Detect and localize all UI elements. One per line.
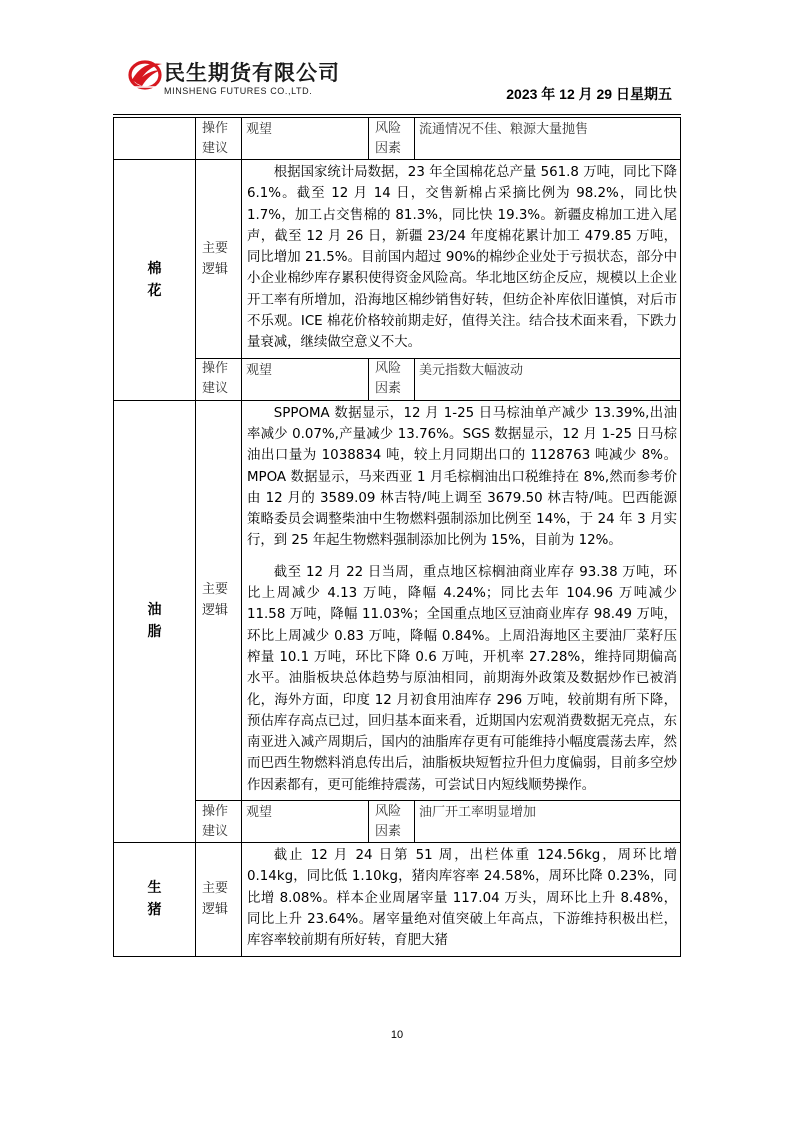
page-number: 10 xyxy=(390,1029,404,1041)
logic-label: 主要逻辑 xyxy=(196,843,242,956)
oils-logic-text xyxy=(242,400,681,800)
cotton-logic-text xyxy=(242,160,681,359)
report-date: 2023 年 12 月 29 日星期五 xyxy=(506,86,672,102)
header-divider xyxy=(113,114,681,115)
oils-logic-paragraph-1: SPPOMA 数据显示，12 月 1-25 日马棕油单产减少 13.39%,出油率减少 0.07%,产量减少 13.76%。SGS 数据显示，12 月 1-25 日马棕油出口量为 1038834 吨，较上月同期出口的 1128763 吨减少 8%。MPOA 数据显示，马来西亚 1 月毛棕榈油出口税维持在 8%,然而参考价由 12 月的 3589.09 林吉特/吨上调至 3679.50 林吉特/吨。巴西能源策略委员会调整柴油中生物燃料强制添加比例至 14%，于 24 年 3 月实行，到 25 年起生物燃料强制添加比例为 15%，目前为 12%。 xyxy=(247,405,677,549)
company-logo xyxy=(128,54,368,104)
prev-operation-row xyxy=(114,118,681,160)
risk-label: 风险因素 xyxy=(369,118,415,160)
hog-category-label: 生猪 xyxy=(147,880,162,919)
oils-logic-row xyxy=(114,400,681,800)
strategy-table xyxy=(113,117,681,957)
cotton-logic-paragraph: 根据国家统计局数据，23 年全国棉花总产量 561.8 万吨，同比下降 6.1%。截至 12 月 14 日，交售新棉占采摘比例为 98.2%，同比快 1.7%，加工占交售棉的 81.3%，同比快 19.3%。新疆皮棉加工进入尾声，截至 12 月 26 日，新疆 23/24 年度棉花累计加工 479.85 万吨，同比增加 21.5%。目前国内超过 90%的棉纱企业处于亏损状态，部分中小企业棉纱库存累积使得资金风险高。华北地区纺企反应，规模以上企业开工率有所增加，沿海地区棉纱销售好转，但纺企补库依旧谨慎，对后市不乐观。ICE 棉花价格较前期走好，值得关注。结合技术面来看，下跌力量衰减，继续做空意义不大。 xyxy=(247,165,677,351)
hog-logic-row xyxy=(114,843,681,956)
operation-label: 操作建议 xyxy=(196,118,242,160)
oils-category xyxy=(114,400,196,842)
operation-label: 操作建议 xyxy=(196,358,242,400)
cotton-logic-row xyxy=(114,160,681,359)
hog-logic-paragraph: 截止 12 月 24 日第 51 周，出栏体重 124.56kg，周环比增 0.14kg，同比低 1.10kg，猪肉库容率 24.58%，周环比降 0.23%，同比增 8.08%。样本企业周屠宰量 117.04 万头，周环比上升 8.48%，同比上升 23.64%。屠宰量绝对值突破上年高点，下游维持积极出栏，库容率较前期有所好转，育肥大猪 xyxy=(247,848,677,949)
operation-value: 观望 xyxy=(242,118,369,160)
logic-label: 主要逻辑 xyxy=(196,160,242,359)
oils-operation-row xyxy=(114,801,681,843)
logo-chinese-name: 民生期货有限公司 xyxy=(164,61,340,85)
oils-logic-paragraph-2: 截至 12 月 22 日当周，重点地区棕榈油商业库存 93.38 万吨，环比上周减少 4.13 万吨，降幅 4.24%；同比去年 104.96 万吨减少 11.58 万吨，降幅 11.03%；全国重点地区豆油商业库存 98.49 万吨，环比上周减少 0.83 万吨，降幅 0.84%。上周沿海地区主要油厂菜籽压榨量 10.1 万吨，环比下降 0.6 万吨，开机率 27.28%，维持同期偏高水平。油脂板块总体趋势与原油相同，前期海外政策及数据炒作已被消化，海外方面，印度 12 月初食用油库存 296 万吨，较前期有所下降，预估库存高点已过，回归基本面来看，近期国内宏观消费数据无亮点，东南亚进入减产周期后，国内的油脂库存更有可能维持小幅度震荡去库，然而巴西生物燃料消息传出后，油脂板块短暂拉升但力度偏弱，目前多空炒作因素都有，更可能维持震荡，可尝试日内短线顺势操作。 xyxy=(247,564,677,793)
risk-value: 油厂开工率明显增加 xyxy=(415,801,681,843)
cotton-operation-row xyxy=(114,358,681,400)
operation-value: 观望 xyxy=(242,801,369,843)
hog-category xyxy=(114,843,196,956)
page-header xyxy=(0,0,794,110)
logic-label: 主要逻辑 xyxy=(196,400,242,800)
hog-logic-text xyxy=(242,843,681,956)
prev-category-cell xyxy=(114,118,196,160)
risk-value: 流通情况不佳、粮源大量抛售 xyxy=(415,118,681,160)
operation-label: 操作建议 xyxy=(196,801,242,843)
risk-label: 风险因素 xyxy=(369,358,415,400)
operation-value: 观望 xyxy=(242,358,369,400)
cotton-category xyxy=(114,160,196,401)
risk-value: 美元指数大幅波动 xyxy=(415,358,681,400)
logo-english-name: MINSHENG FUTURES CO.,LTD. xyxy=(164,86,313,96)
risk-label: 风险因素 xyxy=(369,801,415,843)
cotton-category-label: 棉花 xyxy=(147,260,162,299)
oils-category-label: 油脂 xyxy=(147,602,162,641)
minsheng-logo-icon xyxy=(128,56,164,92)
